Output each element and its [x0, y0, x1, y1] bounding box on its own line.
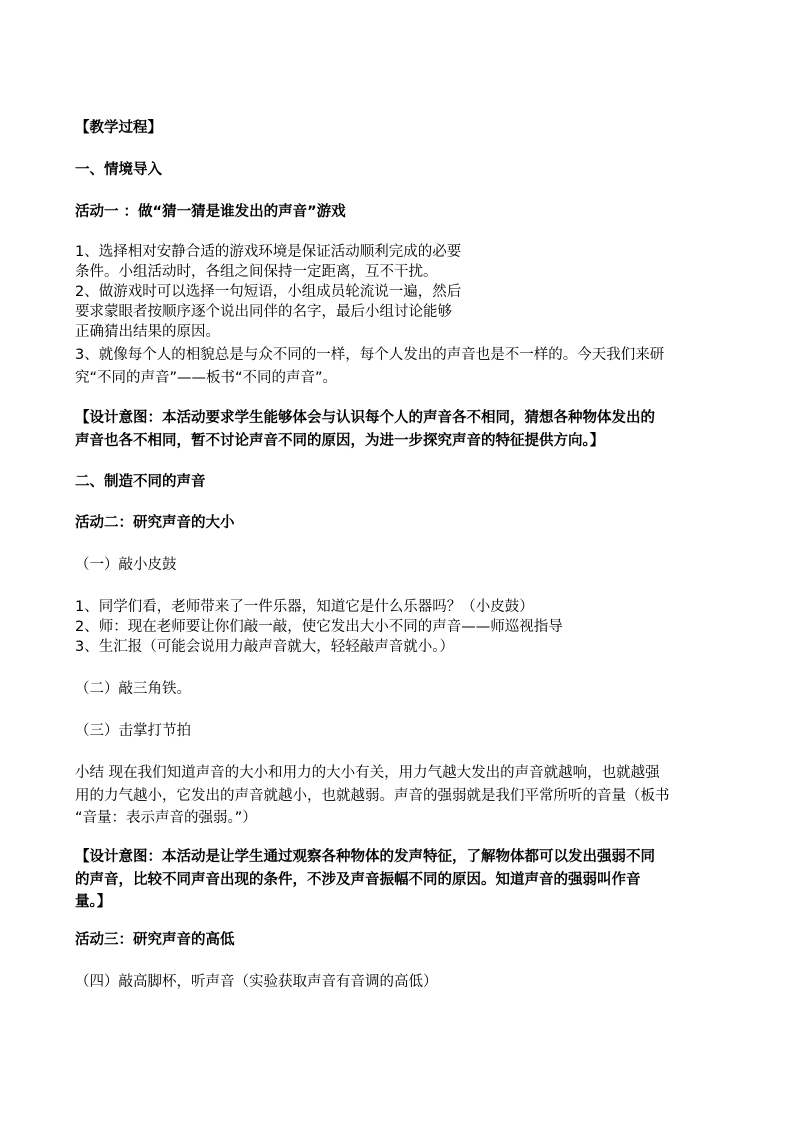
design-intent-line: 【设计意图：本活动是让学生通过观察各种物体的发声特征，了解物体都可以发出强弱不同	[75, 849, 655, 865]
section-heading-teaching-process: 【教学过程】	[75, 120, 162, 136]
paragraph-line: 正确猜出结果的原因。	[75, 324, 220, 340]
activity-three-title: 活动三：研究声音的高低	[75, 932, 235, 948]
subsection-title: （三）击掌打节拍	[75, 723, 191, 739]
paragraph-line: 1、同学们看，老师带来了一件乐器，知道它是什么乐器吗？（小皮鼓）	[75, 599, 534, 615]
summary-line: “音量：表示声音的强弱。”）	[75, 810, 257, 826]
paragraph-line: 条件。小组活动时，各组之间保持一定距离，互不干扰。	[75, 264, 438, 280]
section-title-make-sounds: 二、制造不同的声音	[75, 474, 206, 490]
summary-line: 用的力气越小，它发出的声音就越小，也就越弱。声音的强弱就是我们平常所听的音量（板书	[75, 788, 670, 804]
design-intent-line: 【设计意图：本活动要求学生能够体会与认识每个人的声音各不相同，猜想各种物体发出的	[75, 410, 655, 426]
summary-line: 小结 现在我们知道声音的大小和用力的大小有关，用力气越大发出的声音就越响，也就越强	[75, 765, 660, 781]
paragraph-line: 3、就像每个人的相貌总是与众不同的一样，每个人发出的声音也是不一样的。今天我们来研	[75, 347, 665, 363]
paragraph-line: 究“不同的声音”——板书“不同的声音”。	[75, 370, 338, 386]
design-intent-line: 的声音，比较不同声音出现的条件，不涉及声音振幅不同的原因。知道声音的强弱叫作音	[75, 872, 641, 888]
paragraph-line: 要求蒙眼者按顺序逐个说出同伴的名字，最后小组讨论能够	[75, 304, 452, 320]
activity-two-title: 活动二：研究声音的大小	[75, 515, 235, 531]
paragraph-line: 2、做游戏时可以选择一句短语，小组成员轮流说一遍，然后	[75, 284, 462, 300]
design-intent-line: 声音也各不相同，暂不讨论声音不同的原因，为进一步探究声音的特征提供方向。】	[75, 433, 605, 449]
paragraph-line: 3、生汇报（可能会说用力敲声音就大，轻轻敲声音就小。）	[75, 639, 454, 655]
paragraph-line: 1、选择相对安静合适的游戏环境是保证活动顺利完成的必要	[75, 244, 462, 260]
subsection-title: （二）敲三角铁。	[75, 681, 191, 697]
section-title-intro: 一、情境导入	[75, 162, 162, 178]
subsection-title: （四）敲高脚杯，听声音（实验获取声音有音调的高低）	[75, 974, 438, 990]
subsection-title: （一）敲小皮鼓	[75, 557, 177, 573]
paragraph-line: 2、师：现在老师要让你们敲一敲，使它发出大小不同的声音——师巡视指导	[75, 619, 563, 635]
design-intent-line: 量。】	[75, 894, 112, 910]
activity-one-title: 活动一 ：做“猜一猜是谁发出的声音”游戏	[75, 204, 346, 220]
